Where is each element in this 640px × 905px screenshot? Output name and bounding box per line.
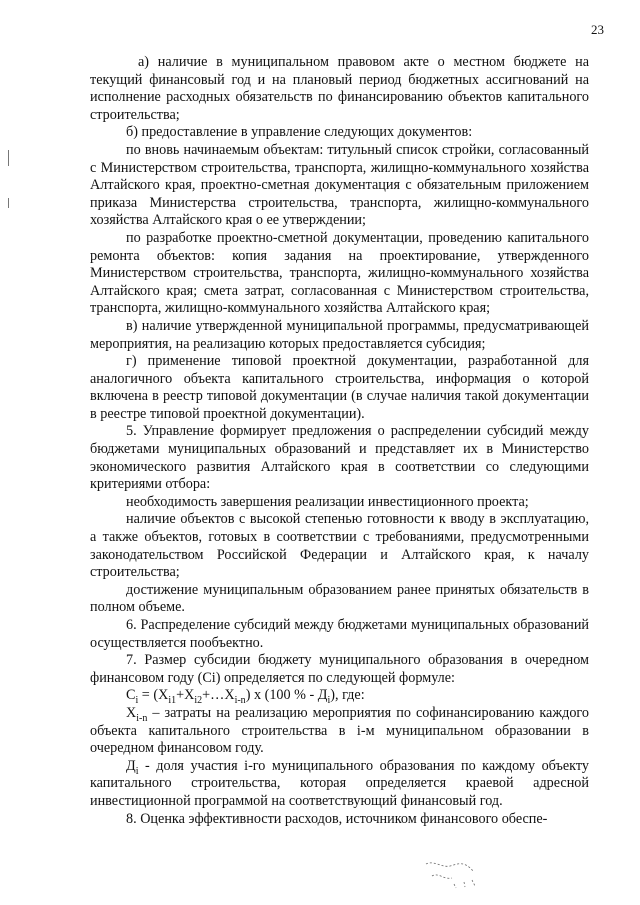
document-body — [90, 54, 589, 828]
paragraph-5: 5. Управление формирует предложения о распределении субсидий между бюджетами муниципальных образований и представляет их в Министерство экономического развития Алтайского края в соответствии со следующими критериями отбора: — [90, 423, 589, 493]
definition-x: $X_{i-n}$ – затраты на реализацию мероприятия по софинансированию каждого объекта капитального строительства в i-м муниципальном образовании в очередном финансовом году. — [90, 704, 589, 757]
paragraph-b: б) предоставление в управление следующих документов: — [126, 124, 473, 141]
paragraph-v: в) наличие утвержденной муниципальной программы, предусматривающей мероприятия, на реализацию которых предоставляется субсидия; — [90, 317, 589, 352]
margin-mark — [8, 198, 9, 208]
definition-d: $Д_i$ - доля участия i-го муниципального образования по каждому объекту капитального строительства, которая определяется краевой адресной инвестиционной программой на соответствующий финансовый год. — [90, 757, 589, 809]
paragraph-7: 7. Размер субсидии бюджету муниципального образования в очередном финансовом году (Сi) определяется по следующей формуле: — [90, 652, 589, 686]
paragraph-design-docs: по разработке проектно-сметной документации, проведению капитального ремонта объектов: копия задания на проектирование, утвержденного Министерством строительства, транспорта, жилищно-коммунального хозяйства Алтайского края; смета затрат, согласованная с Министерством строительства, транспорта, жилищно-коммунального хозяйства Алтайского края; — [90, 229, 589, 317]
margin-mark — [8, 150, 9, 166]
paragraph-g: г) применение типовой проектной документации, разработанной для аналогичного объекта капитального строительства, информация о которой включена в реестр типовой документации (в случае наличия такой документации в реестре типовой проектной документации). — [90, 353, 589, 422]
pen-scribble — [424, 858, 484, 892]
page-number: 23 — [591, 22, 604, 37]
criterion-1: необходимость завершения реализации инвестиционного проекта; — [126, 493, 529, 510]
formula: $C_i$ = $(X_{i1}+X_{i2}+\dots X_{i-n})$ x (100 % - $Д_i$), где: — [126, 687, 365, 707]
paragraph-new-objects: по вновь начинаемым объектам: титульный список стройки, согласованный с Министерством строительства, транспорта, жилищно-коммунального хозяйства Алтайского края, проектно-сметная документация с обязательным приложением приказа Министерства строительства, транспорта, жилищно-коммунального хозяйства Алтайского края о ее утверждении; — [90, 141, 589, 229]
paragraph-6: 6. Распределение субсидий между бюджетами муниципальных образований осуществляется пообъектно. — [90, 617, 589, 651]
paragraph-8: 8. Оценка эффективности расходов, источником финансового обеспе- — [126, 810, 548, 827]
criterion-3: достижение муниципальным образованием ранее принятых обязательств в полном объеме. — [90, 581, 589, 616]
paragraph-a: а) наличие в муниципальном правовом акте о местном бюджете на текущий финансовый год и на плановый период бюджетных ассигнований на исполнение расходных обязательств по финансированию объектов капитального строительства; — [90, 54, 589, 123]
criterion-2: наличие объектов с высокой степенью готовности к вводу в эксплуатацию, а также объектов, готовых в соответствии с требованиями, предусмотренными законодательством Российской Федерации и Алтайского края, к началу строительства; — [90, 511, 589, 581]
